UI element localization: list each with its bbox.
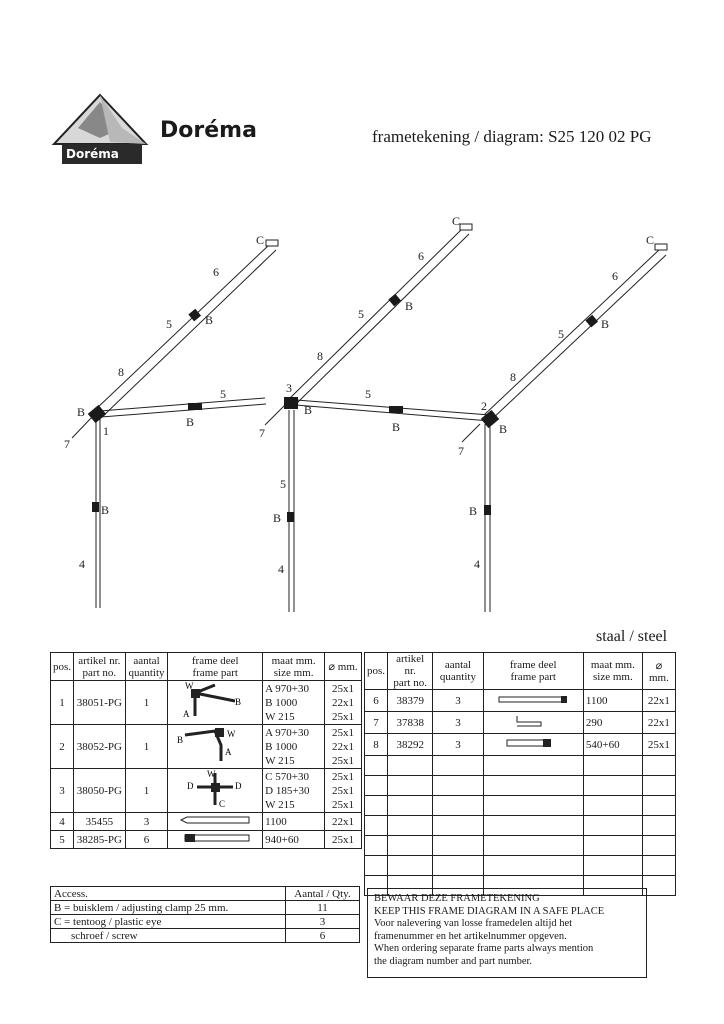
page-title: frametekening / diagram: S25 120 02 PG (372, 127, 652, 146)
svg-text:8: 8 (118, 365, 124, 379)
svg-text:4: 4 (278, 562, 284, 576)
svg-text:4: 4 (474, 557, 480, 571)
svg-text:B: B (601, 317, 610, 331)
svg-text:D: D (187, 781, 194, 791)
svg-text:B: B (77, 405, 86, 419)
svg-text:5: 5 (166, 317, 172, 331)
label-c: C (646, 233, 655, 247)
svg-text:8: 8 (510, 370, 516, 384)
svg-text:D: D (235, 781, 242, 791)
table-row: schroef / screw 6 (51, 929, 360, 943)
svg-text:B: B (205, 313, 214, 327)
table-row: B = buisklem / adjusting clamp 25 mm. 11 (51, 901, 360, 915)
accessories-header: Access. (51, 887, 286, 901)
svg-text:7: 7 (259, 426, 265, 440)
frame-middle (265, 228, 490, 612)
material-label: staal / steel (596, 628, 668, 645)
notice-box: BEWAAR DEZE FRAMETEKENING KEEP THIS FRAME DIAGRAM IN A SAFE PLACE Voor nalevering van losse framedelen altijd het framenummer en het artikelnummer opgeven. When ordering separate frame parts always mention the diagram number and part number. (367, 888, 647, 978)
svg-text:6: 6 (213, 265, 219, 279)
label-c: C (452, 214, 461, 228)
svg-text:W: W (185, 681, 194, 691)
svg-text:6: 6 (612, 269, 618, 283)
table-row: 7 37838 3 290 22x1 (365, 712, 676, 734)
table-row: 4 35455 3 1100 22x1 (51, 813, 362, 831)
svg-text:5: 5 (220, 387, 226, 401)
svg-text:W: W (207, 769, 216, 779)
table-row: 5 38285-PG 6 940+60 25x1 (51, 831, 362, 849)
accessories-table: Access. Aantal / Qty. B = buisklem / adjusting clamp 25 mm. 11 C = tentoog / plastic eye 3 schroef / screw 6 (50, 886, 360, 943)
logo (50, 92, 150, 170)
label-c: C (256, 233, 265, 247)
svg-text:8: 8 (317, 349, 323, 363)
svg-text:B: B (469, 504, 478, 518)
table-row: 2 38052-PG 1 B W A A 970+30 B 1000 W 215 25x1 22x1 25x1 (51, 725, 362, 769)
svg-text:B: B (186, 415, 195, 429)
table-row: 1 38051-PG 1 A W B A 970+30 B 1000 W 215 25x1 22x1 25x1 (51, 681, 362, 725)
table-row: 8 38292 3 540+60 25x1 (365, 734, 676, 756)
svg-text:A: A (183, 709, 190, 719)
short-tube-icon (493, 715, 573, 727)
svg-text:B: B (405, 299, 414, 313)
svg-text:7: 7 (64, 437, 70, 451)
svg-text:W: W (227, 729, 236, 739)
logo-text: Doréma (66, 147, 119, 161)
svg-text:5: 5 (558, 327, 564, 341)
svg-text:B: B (392, 420, 401, 434)
frame-right (462, 249, 666, 612)
svg-text:5: 5 (358, 307, 364, 321)
svg-text:3: 3 (286, 381, 292, 395)
svg-text:B: B (177, 735, 184, 745)
table-row: 3 38050-PG 1 W D D C C 570+30 D 185+30 W 215 25x1 25x1 25x1 (51, 769, 362, 813)
svg-text:B: B (273, 511, 282, 525)
table-row: C = tentoog / plastic eye 3 (51, 915, 360, 929)
svg-text:6: 6 (418, 249, 424, 263)
table-row: 6 38379 3 1100 22x1 (365, 690, 676, 712)
svg-text:B: B (101, 503, 110, 517)
svg-text:1: 1 (103, 424, 109, 438)
parts-table-left: pos. artikel nr. part no. aantal quantity frame deel frame part maat mm. size mm. ⌀ mm. 1 38051-PG 1 A W B A 970+30 B 1000 W 215 25x1 22x1 25x1 2 38052-PG 1 B W A A 970+30 B 1000 W 215 25x1 22x1 25x1 3 38050-PG 1 W D D C C 570+30 D 185+30 W 215 25x1 25x1 25x1 4 35455 3 1100 22x1 5 38285-PG 6 940+60 25x1 (50, 652, 362, 849)
svg-text:B: B (499, 422, 508, 436)
tube-with-clamp-icon (493, 738, 573, 748)
svg-text:2: 2 (481, 399, 487, 413)
svg-text:7: 7 (458, 444, 464, 458)
svg-text:A: A (225, 747, 232, 757)
frame-part-1-icon (175, 681, 255, 721)
tube-icon (493, 694, 573, 704)
brand-name: Doréma (160, 118, 257, 143)
tube-with-clamp-icon (175, 833, 255, 843)
frame-part-2-icon (175, 725, 255, 765)
svg-text:B: B (304, 403, 313, 417)
svg-text:5: 5 (280, 477, 286, 491)
tube-icon (175, 815, 255, 825)
svg-text:B: B (235, 697, 242, 707)
svg-text:5: 5 (365, 387, 371, 401)
parts-table-right: pos. artikel nr. part no. aantal quantity frame deel frame part maat mm. size mm. ⌀ mm. 6 38379 3 1100 22x1 7 37838 3 290 22x1 8 38292 3 540+60 25x1 (364, 652, 676, 896)
svg-text:4: 4 (79, 557, 85, 571)
col-pos: pos. (51, 653, 74, 681)
frame-diagram (0, 200, 724, 620)
svg-text:C: C (219, 799, 226, 809)
frame-part-3-icon (175, 769, 255, 809)
